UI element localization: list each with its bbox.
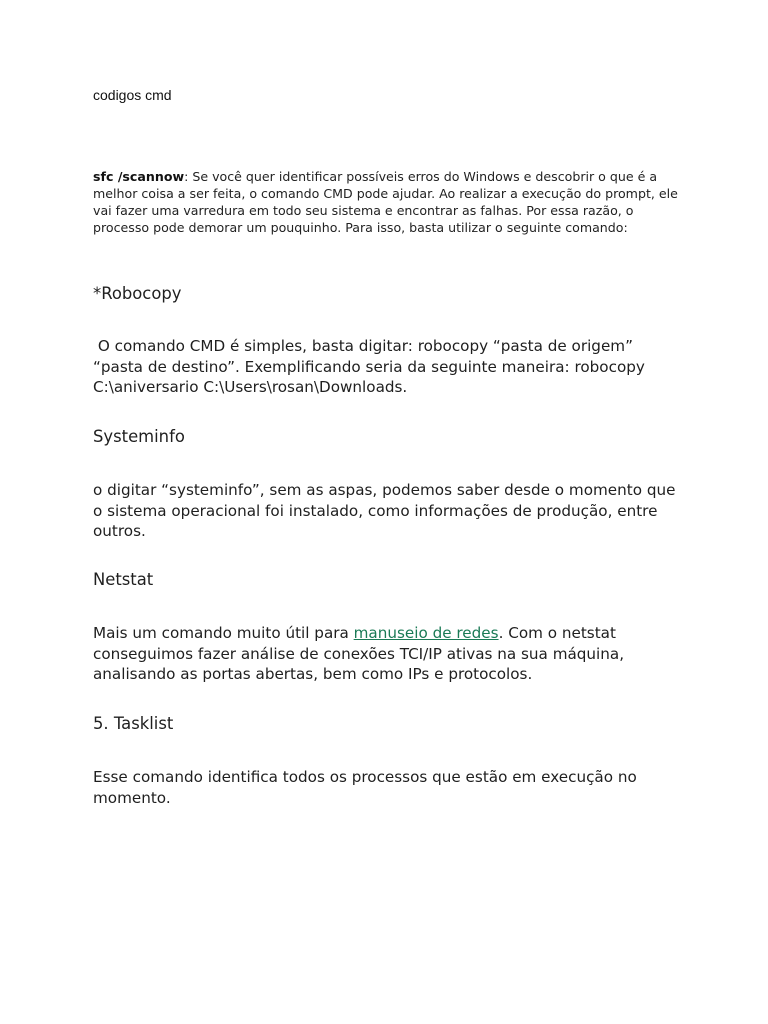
netstat-text-after-link: . Com o netstat conseguimos fazer análise de conexões TCI/IP ativas na sua máquina, analisando as portas abertas, bem como IPs e protocolos. — [93, 624, 625, 683]
netstat-paragraph — [93, 623, 683, 685]
sfc-command-name: sfc /scannow — [93, 169, 185, 184]
tasklist-paragraph: Esse comando identifica todos os processos que estão em execução no momento. — [93, 768, 637, 807]
tasklist-heading: 5. Tasklist — [93, 714, 174, 733]
systeminfo-paragraph: o digitar “systeminfo”, sem as aspas, podemos saber desde o momento que o sistema operacional foi instalado, como informações de produção, entre outros. — [93, 481, 676, 540]
systeminfo-heading: Systeminfo — [93, 427, 185, 446]
manuseio-de-redes-link[interactable]: manuseio de redes — [353, 624, 499, 642]
sfc-scannow-paragraph — [93, 168, 681, 236]
sfc-description: : Se você quer identificar possíveis erros do Windows e descobrir o que é a melhor coisa a ser feita, o comando CMD pode ajudar. Ao realizar a execução do prompt, ele vai fazer uma varredura em todo seu sistema e encontrar as falhas. Por essa razão, o processo pode demorar um pouquinho. Para isso, basta utilizar o seguinte comando: — [93, 169, 678, 235]
robocopy-paragraph: O comando CMD é simples, basta digitar: robocopy “pasta de origem” “pasta de destino”. Exemplificando seria da seguinte maneira: robocopy C:\aniversario C:\Users\rosan\Downloads. — [93, 337, 650, 396]
robocopy-heading: *Robocopy — [93, 284, 182, 303]
document-title: codigos cmd — [93, 87, 172, 103]
netstat-heading: Netstat — [93, 570, 154, 589]
netstat-text-before-link: Mais um comando muito útil para — [93, 624, 354, 642]
